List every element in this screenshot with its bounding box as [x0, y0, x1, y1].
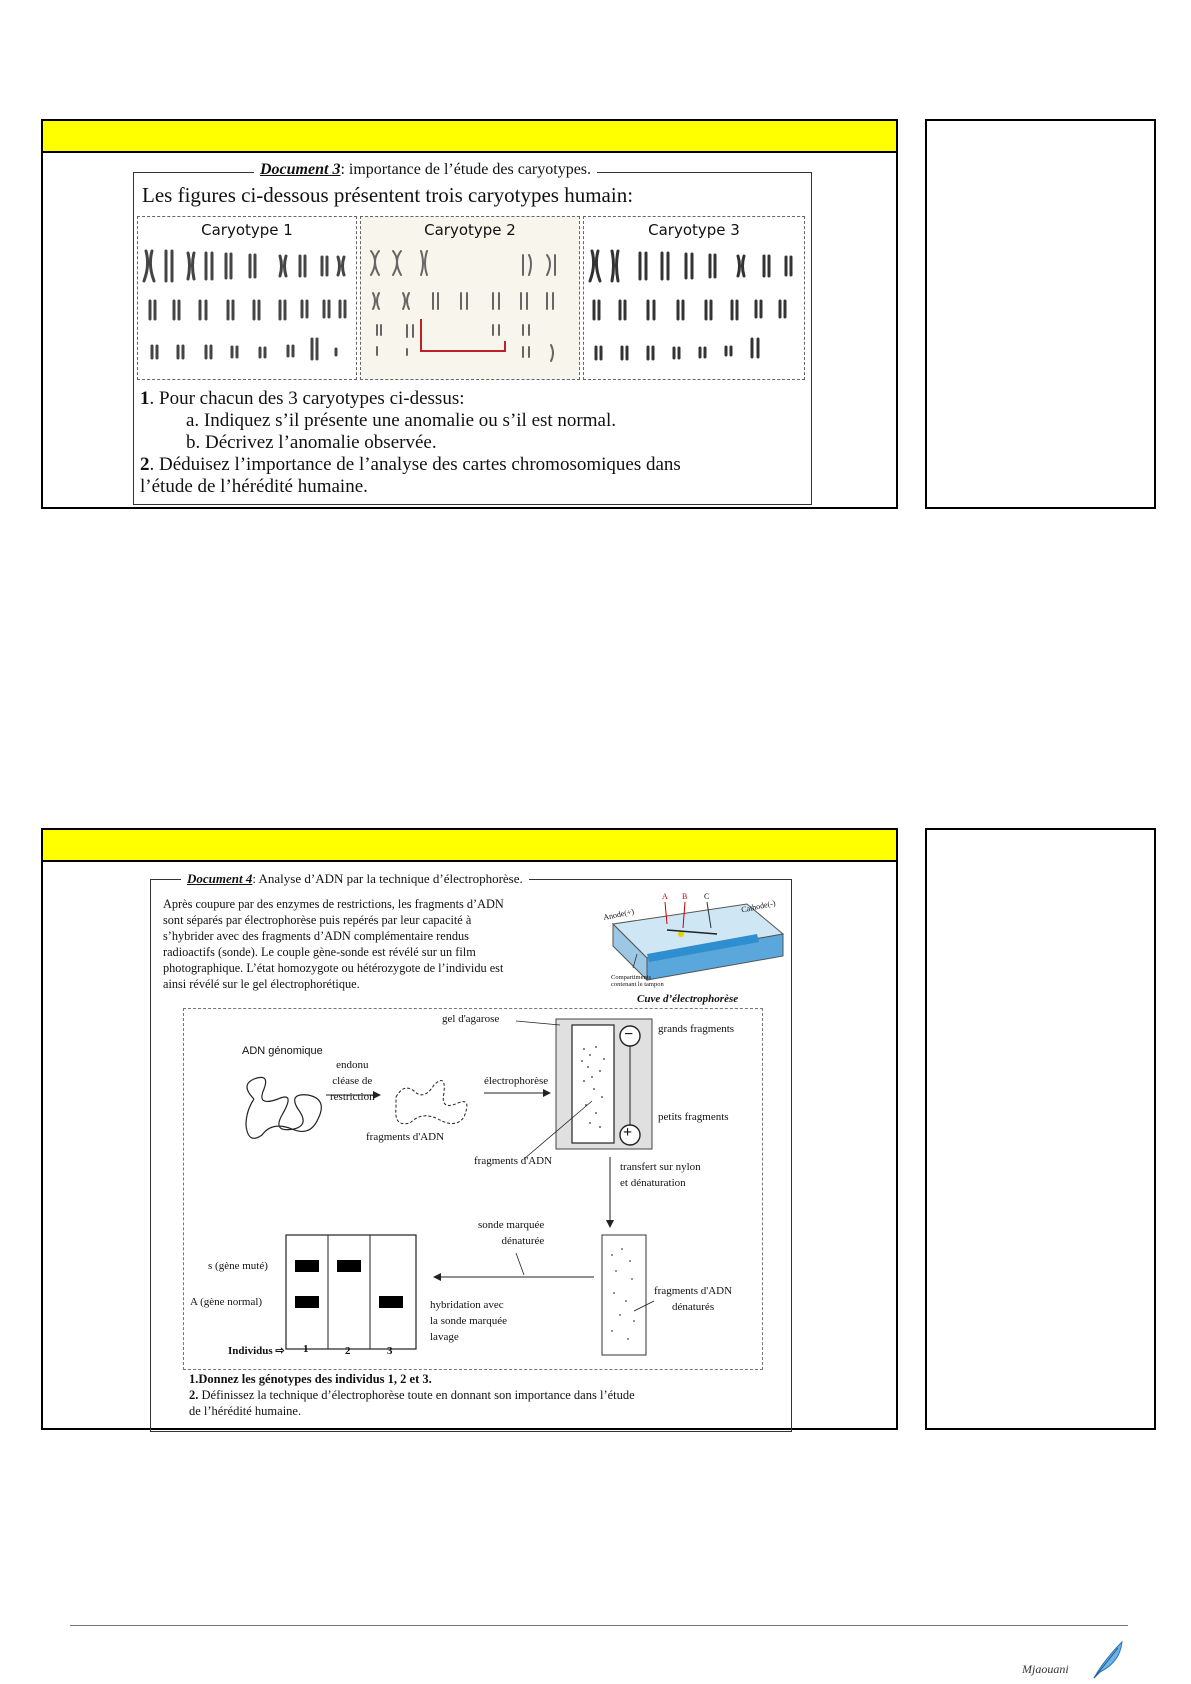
doc3-q2-text: . Déduisez l’importance de l’analyse des cartes chromosomiques dans [149, 454, 681, 475]
label-transfert [620, 1159, 701, 1191]
label-electrophorese: électrophorèse [484, 1075, 549, 1087]
tank-compartments-label [611, 974, 664, 988]
label-transfert-line: et dénaturation [620, 1177, 686, 1189]
label-fragments-adn: fragments d'ADN [366, 1131, 445, 1143]
arrow-right-icon: ⇨ [275, 1345, 285, 1357]
label-a-gene: A (gène normal) [190, 1296, 263, 1308]
exercise-panel-doc3 [41, 119, 898, 509]
label-hybridation [430, 1297, 507, 1345]
label-ind-2: 2 [345, 1345, 351, 1357]
karyotype-1-chromosomes [140, 241, 354, 377]
tank-label-a: A [662, 892, 668, 901]
doc4-intro-line: s’hybrider avec des fragments d’ADN complémentaire rendus [163, 929, 469, 943]
doc4-q2-num: 2. [189, 1388, 199, 1402]
doc4-question-2 [189, 1388, 635, 1403]
label-s-gene: s (gène muté) [208, 1260, 268, 1272]
signature: Mjaouani [1022, 1662, 1069, 1676]
label-fragments-denatures [654, 1283, 732, 1315]
label-sonde-line: sonde marquée [478, 1219, 545, 1231]
label-frag-denat-line: fragments d'ADN [654, 1285, 733, 1297]
karyotype-2-title: Caryotype 2 [424, 221, 516, 239]
label-individus-text: Individus [228, 1345, 273, 1357]
doc4-title [181, 871, 529, 887]
doc4-frame [150, 871, 792, 1432]
label-endonu-line: restriction [330, 1091, 375, 1103]
doc3-question-2 [140, 454, 681, 476]
karyotype-1 [137, 216, 357, 380]
label-endonu-line: cléase de [332, 1075, 373, 1087]
doc3-q1-text: . Pour chacun des 3 caryotypes ci-dessus: [149, 388, 465, 409]
label-adn-genomique: ADN génomique [242, 1045, 323, 1057]
doc4-title-rest: : Analyse d’ADN par la technique d’électrophorèse. [252, 871, 523, 886]
karyotype-3 [583, 216, 805, 380]
doc3-title [254, 161, 597, 179]
label-individus [228, 1344, 285, 1357]
label-transfert-line: transfert sur nylon [620, 1161, 701, 1173]
panel-header-band-2 [43, 830, 896, 862]
plus-sign: + [623, 1124, 633, 1141]
tank-label-c: C [704, 892, 710, 901]
doc3-question-2-line2: l’étude de l’hérédité humaine. [140, 476, 368, 497]
panel-header-band [43, 121, 896, 153]
label-ind-3: 3 [387, 1345, 393, 1357]
karyotype-3-title: Caryotype 3 [648, 221, 740, 239]
label-petits-fragments: petits fragments [658, 1111, 729, 1123]
tank-caption: Cuve d’électrophorèse [637, 993, 739, 1005]
answer-box-doc4 [925, 828, 1156, 1430]
minus-sign: − [624, 1026, 634, 1043]
doc3-q2-num: 2 [140, 454, 150, 475]
doc3-intro: Les figures ci-dessous présentent trois caryotypes humain: [142, 183, 634, 207]
band-ind1-a [295, 1296, 319, 1308]
label-hybrid-line: la sonde marquée [430, 1315, 507, 1327]
doc4-question-1: 1.Donnez les génotypes des individus 1, 2 et 3. [189, 1372, 432, 1386]
label-fragments-adn-2: fragments d'ADN [474, 1155, 553, 1167]
electrophoresis-diagram [183, 1008, 763, 1370]
label-sonde [478, 1217, 544, 1249]
tank-cathode-label: Cathode(-) [740, 898, 777, 915]
doc4-intro-line: ainsi révélé sur le gel électrophorétique. [163, 977, 360, 991]
exercise-panel-doc4 [41, 828, 898, 1430]
label-sonde-line: dénaturée [501, 1235, 545, 1247]
doc3-frame [133, 161, 812, 505]
tank-anode-label: Anode(+) [602, 906, 635, 923]
doc4-intro-line: photographique. L’état homozygote ou hétérozygote de l’individu est [163, 961, 504, 975]
tank-compartments-line: contenant le tampon [611, 981, 664, 988]
band-ind3-a [379, 1296, 403, 1308]
band-ind2-s [337, 1260, 361, 1272]
karyotype-3-chromosomes [586, 241, 802, 377]
answer-box-doc3 [925, 119, 1156, 509]
footer-rule [70, 1625, 1128, 1626]
doc3-question-1 [140, 388, 465, 410]
tank-compartments-line: Compartiments [611, 974, 652, 981]
band-ind1-s [295, 1260, 319, 1272]
doc3-question-1a: a. Indiquez s’il présente une anomalie ou s’il est normal. [186, 410, 617, 431]
doc3-question-1b: b. Décrivez l’anomalie observée. [186, 432, 437, 453]
label-grands-fragments: grands fragments [658, 1023, 735, 1035]
doc3-title-bold: Document 3 [260, 161, 341, 178]
label-hybrid-line: hybridation avec [430, 1299, 504, 1311]
electrophoresis-tank [607, 894, 787, 1006]
doc4-title-bold: Document 4 [187, 871, 253, 886]
label-hybrid-line: lavage [430, 1331, 459, 1343]
doc4-q2-text: Définissez la technique d’électrophorèse toute en donnant son importance dans l’étude [198, 1388, 635, 1402]
tank-label-b: B [682, 892, 688, 901]
feather-icon [1090, 1640, 1126, 1680]
karyotype-2 [360, 216, 580, 380]
label-ind-1: 1 [303, 1343, 309, 1355]
karyotype-1-title: Caryotype 1 [201, 221, 293, 239]
label-endonu [330, 1057, 375, 1105]
doc4-intro-line: radioactifs (sonde). Le couple gène-sonde est révélé sur un film [163, 945, 476, 959]
doc3-title-rest: : importance de l’étude des caryotypes. [340, 161, 592, 178]
label-frag-denat-line: dénaturés [671, 1301, 715, 1313]
doc4-intro [163, 896, 603, 992]
label-endonu-line: endonu [336, 1059, 369, 1071]
label-gel-agarose: gel d'agarose [442, 1013, 500, 1025]
karyotype-2-chromosomes [363, 241, 577, 377]
doc4-question-2-line2: de l’hérédité humaine. [189, 1404, 302, 1418]
doc3-q1-num: 1 [140, 388, 150, 409]
doc4-intro-line: Après coupure par des enzymes de restrictions, les fragments d’ADN [163, 897, 504, 911]
doc4-intro-line: sont séparés par électrophorèse puis repérés par leur capacité à [163, 913, 472, 927]
